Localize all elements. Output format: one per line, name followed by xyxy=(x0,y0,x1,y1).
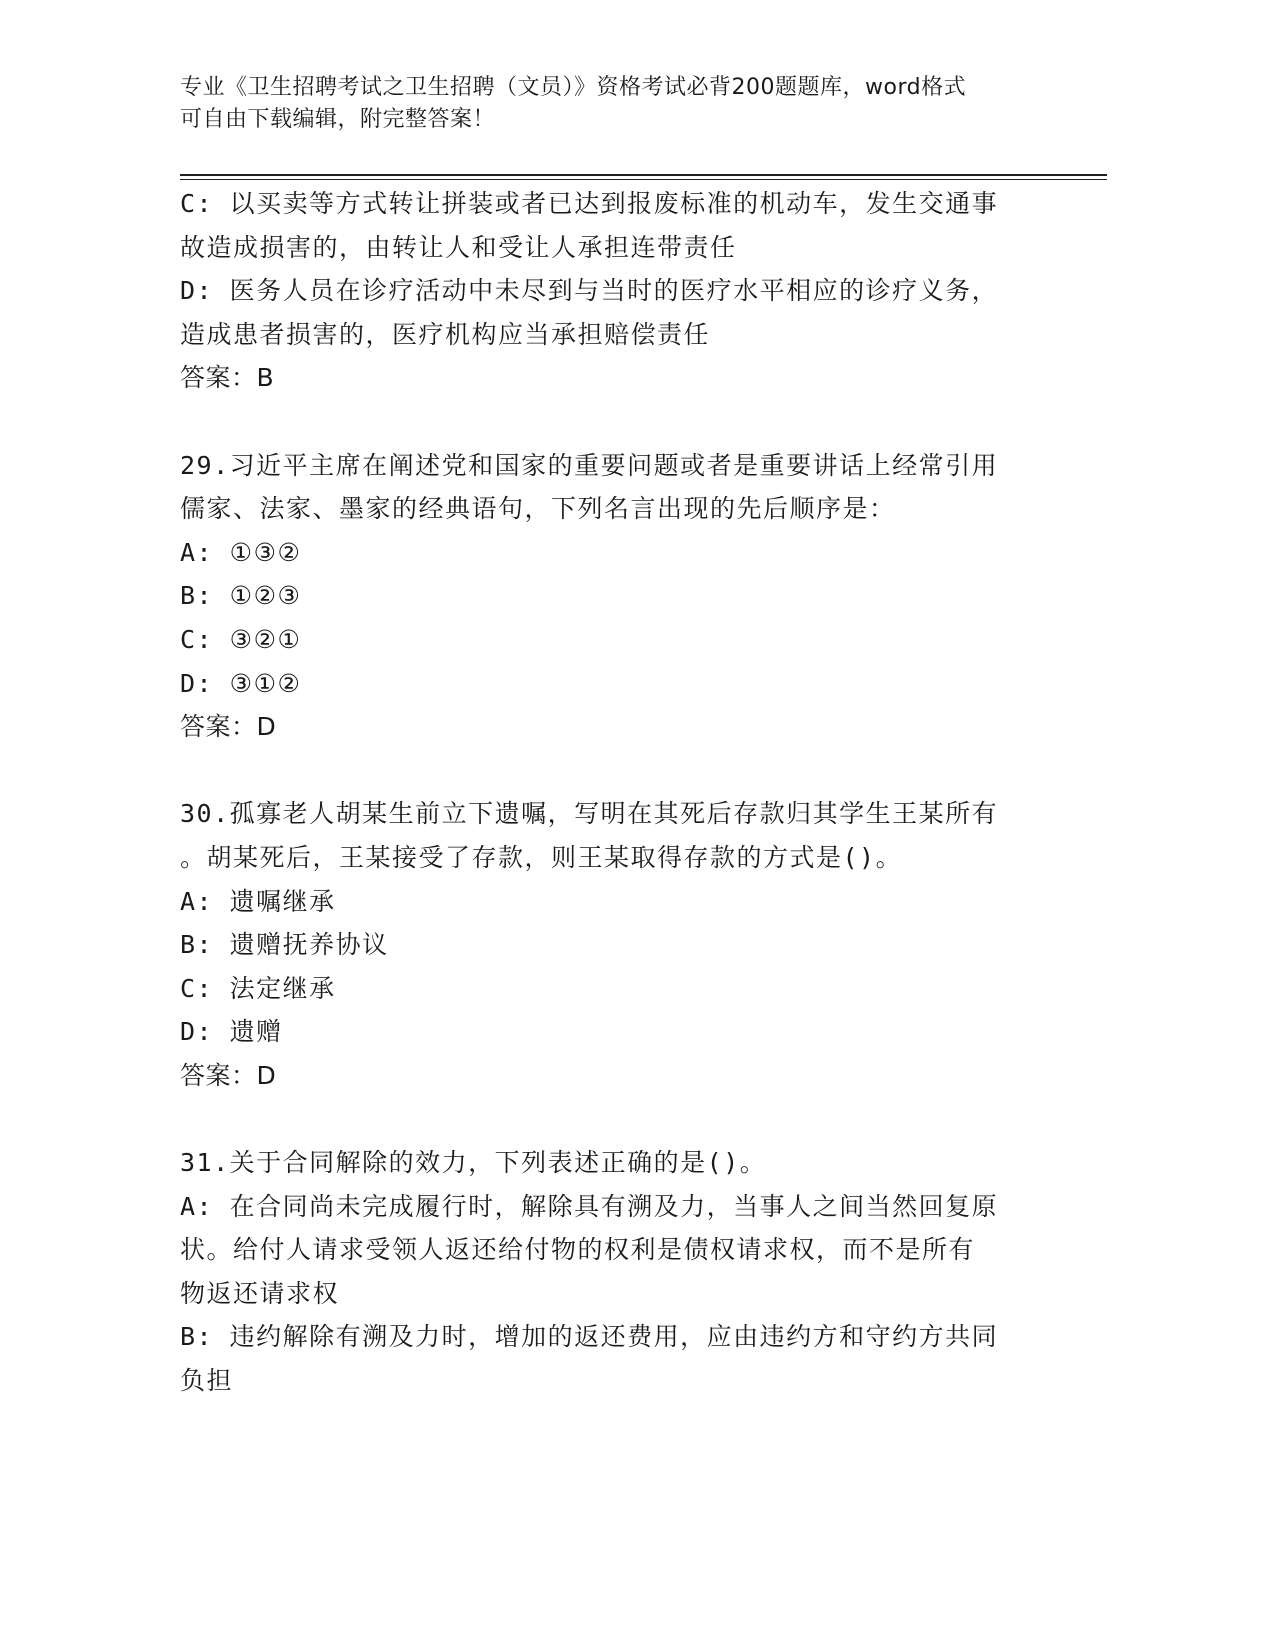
header-title-line1: 专业《卫生招聘考试之卫生招聘（文员）》资格考试必背200题题库，word格式 xyxy=(180,75,967,100)
spacer xyxy=(180,749,1040,793)
header-divider-thin xyxy=(180,179,1107,180)
answer-label: 答案：D xyxy=(180,712,277,742)
option-c-line2: 故造成损害的，由转让人和受让人承担连带责任 xyxy=(180,232,737,262)
option-d-line2: 造成患者损害的，医疗机构应当承担赔偿责任 xyxy=(180,319,711,349)
option-a-line2: 状。给付人请求受领人返还给付物的权利是债权请求权，而不是所有 xyxy=(180,1235,976,1265)
option-b: B: ①②③ xyxy=(180,581,302,611)
document-header xyxy=(180,72,1040,136)
option-c: C: ③②① xyxy=(180,624,302,654)
question-29 xyxy=(180,444,1040,749)
header-title-line2: 可自由下载编辑，附完整答案！ xyxy=(180,107,496,132)
option-d: D: ③①② xyxy=(180,668,302,698)
question-stem-line2: 。胡某死后，王某接受了存款，则王某取得存款的方式是()。 xyxy=(180,842,903,872)
option-c-line1: C: 以买卖等方式转让拼装或者已达到报废标准的机动车，发生交通事 xyxy=(180,189,999,218)
question-stem-line1: 31.关于合同解除的效力，下列表述正确的是()。 xyxy=(180,1148,767,1178)
option-b: B: 遗赠抚养协议 xyxy=(180,930,389,960)
spacer xyxy=(180,400,1040,444)
answer-label: 答案：B xyxy=(180,363,275,393)
question-30 xyxy=(180,792,1040,1097)
option-a-line1: A: 在合同尚未完成履行时，解除具有溯及力，当事人之间当然回复原 xyxy=(180,1191,999,1221)
question-list xyxy=(180,182,1040,1403)
option-d-line1: D: 医务人员在诊疗活动中未尽到与当时的医疗水平相应的诊疗义务， xyxy=(180,276,999,306)
option-b-line2: 负担 xyxy=(180,1366,234,1396)
option-a: A: ①③② xyxy=(180,537,302,567)
option-a-line3: 物返还请求权 xyxy=(180,1278,340,1308)
question-31 xyxy=(180,1141,1040,1403)
spacer xyxy=(180,1097,1040,1141)
option-d: D: 遗赠 xyxy=(180,1017,283,1047)
header-divider-thick xyxy=(180,174,1107,176)
answer-label: 答案：D xyxy=(180,1060,277,1090)
option-b-line1: B: 违约解除有溯及力时，增加的返还费用，应由违约方和守约方共同 xyxy=(180,1322,999,1352)
question-stem-line2: 儒家、法家、墨家的经典语句，下列名言出现的先后顺序是： xyxy=(180,494,896,524)
option-a: A: 遗嘱继承 xyxy=(180,886,336,916)
option-c: C: 法定继承 xyxy=(180,973,336,1003)
question-stem-line1: 30.孤寡老人胡某生前立下遗嘱，写明在其死后存款归其学生王某所有 xyxy=(180,799,999,829)
question-stem-line1: 29.习近平主席在阐述党和国家的重要问题或者是重要讲话上经常引用 xyxy=(180,450,999,480)
question-28-tail xyxy=(180,182,1040,400)
